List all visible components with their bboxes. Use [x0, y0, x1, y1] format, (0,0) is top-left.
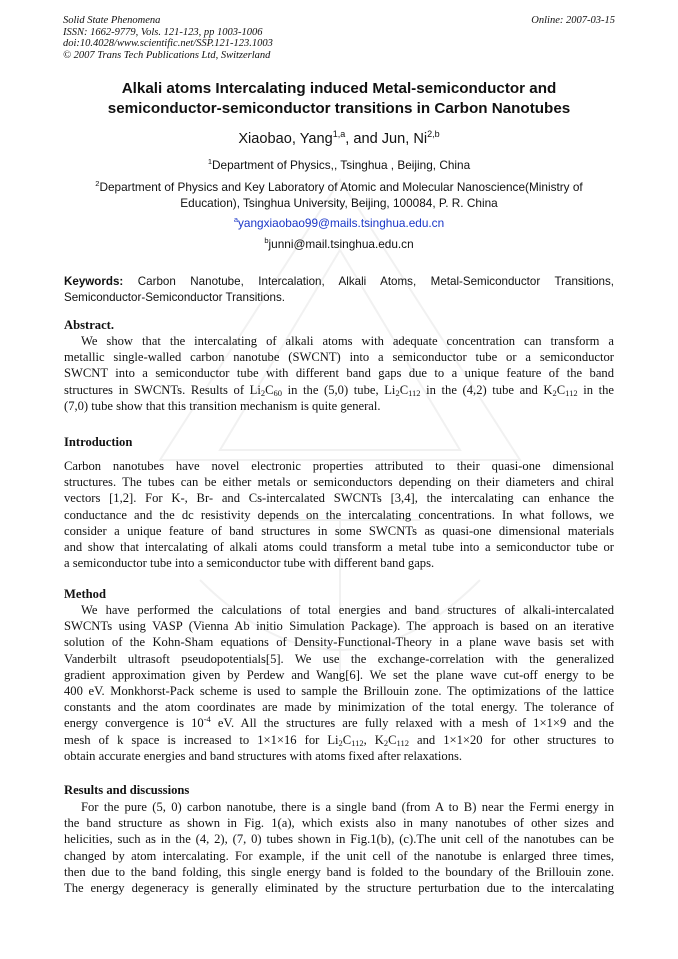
method-line: 400 eV. Monkhorst-Pack scheme is used to sample the Brillouin zone. The optimizations of the lattice: [64, 683, 614, 698]
keywords: [64, 274, 614, 290]
subscript: 2: [260, 387, 266, 398]
introduction-line: vectors [1,2]. For K-, Br- and Cs-intercalated SWCNTs [3,4], the intercalating can enhance the: [64, 491, 614, 506]
method-line: Vanderbilt ultrasoft pseudopotentials[5]. We use the exchange-correlation with the generalized: [64, 651, 614, 666]
method-text: energy convergence is 10: [64, 716, 204, 731]
journal-issn: ISSN: 1662-9779, Vols. 121-123, pp 1003-1006: [63, 26, 263, 38]
abstract-line: (7,0) tube show that this transition mechanism is quite general.: [64, 398, 381, 413]
journal-doi[interactable]: doi:10.4028/www.scientific.net/SSP.121-123.1003: [63, 38, 273, 50]
email-2-text: junni@mail.tsinghua.edu.cn: [268, 237, 414, 251]
method-line: obtain accurate energies and band structures with atoms fixed after relaxations.: [64, 748, 463, 763]
affiliation-1-sup: 1: [207, 157, 213, 166]
superscript: -4: [203, 714, 211, 725]
title-line-1: Alkali atoms Intercalating induced Metal-semiconductor and: [121, 80, 557, 97]
results-line: The energy degeneracy is generally eliminated by the structure perturbation due to the intercalating: [64, 880, 614, 895]
affiliation-1-text: Department of Physics,, Tsinghua , Beijing, China: [212, 158, 471, 172]
method-body: [64, 602, 614, 764]
results-body: [64, 799, 614, 896]
paper-title: [40, 79, 638, 119]
abstract-line: metallic single-walled carbon nanotube (SWCNT) into a semiconductor tube or a semiconductor: [64, 350, 614, 365]
introduction-line: and show that intercalating of alkali atoms could transform a metal tube into a semiconductor tube or: [64, 539, 614, 554]
journal-copyright: © 2007 Trans Tech Publications Ltd, Switzerland: [63, 49, 271, 61]
method-line: solution of the Kohn-Sham equations of Density-Functional-Theory in a plane wave basis set with: [64, 635, 614, 650]
subscript: 112: [565, 387, 578, 398]
method-line: [64, 732, 614, 748]
author-separator: , and Jun, Ni: [345, 131, 428, 147]
abstract-heading: Abstract.: [64, 318, 115, 332]
method-line: We have performed the calculations of total energies and band structures of alkali-intercalated: [81, 603, 614, 617]
online-date-text: Online: 2007-03-15: [531, 15, 615, 26]
email-1-link[interactable]: yangxiaobao99@mails.tsinghua.edu.cn: [238, 216, 445, 230]
results-line: changed by atom intercalating. For example, if the unit cell of the nanotube is enlarged three times,: [64, 848, 614, 863]
subscript: 112: [351, 737, 364, 748]
abstract-text: in the (4,2) tube and K: [420, 382, 553, 397]
email-1-sup: a: [233, 215, 239, 224]
email-1[interactable]: [40, 215, 638, 231]
affiliation-2-text: Department of Physics and Key Laboratory of Atomic and Molecular Nanoscience(Ministry of: [99, 180, 583, 194]
method-text: mesh of k space is increased to 1×1×16 for Li: [64, 732, 339, 747]
introduction-line: conductance and the dc resistivity depends on the intercalating concentrations. In what follows, we: [64, 507, 614, 522]
method-line: SWCNTs using VASP (Vienna Ab initio Simulation Package). The approach is based on an iterative: [64, 619, 614, 634]
affiliation-2-line-1: [40, 179, 638, 195]
method-text: C: [342, 732, 352, 747]
subscript: 2: [338, 737, 343, 748]
abstract-text: in the (5,0) tube, Li: [282, 382, 396, 397]
abstract-line: We show that the intercalating of alkali atoms with adequate concentration can transform a: [81, 334, 614, 348]
keywords-line-1: Carbon Nanotube, Intercalation, Alkali Atoms, Metal-Semiconductor Transitions,: [137, 275, 614, 288]
abstract-text: C: [399, 382, 409, 397]
author-list: [40, 130, 638, 148]
affiliation-2: [40, 179, 638, 211]
online-date: [531, 15, 615, 27]
abstract-text: C: [265, 382, 274, 397]
method-line: gradient approximation given by Perdew and Wang[6]. We set the plane wave cut-off energy to be: [64, 667, 614, 682]
results-line: then due to the band folding, this single energy band is folded to the boundary of the Brillouin zone.: [64, 864, 614, 879]
subscript: 112: [408, 387, 421, 398]
abstract-text: in the: [577, 382, 615, 397]
subscript: 2: [552, 387, 557, 398]
email-2-sup: b: [264, 236, 269, 245]
method-heading: Method: [64, 587, 106, 601]
abstract-line: [64, 382, 614, 398]
results-line: helicities, such as in the (4, 2), (7, 0) tubes shown in Fig.1(b), (c).The unit cell of the nanotubes can be: [64, 832, 614, 847]
journal-name: Solid State Phenomena: [63, 15, 161, 26]
introduction-line: consider a unique feature of band structures in some SWCNTs as quasi-one dimensional materials: [64, 523, 614, 538]
results-line: the band structure as shown in Fig. 1(a), which exists also in many nanotubes of other sizes and: [64, 816, 614, 831]
introduction-line: a semiconductor tube into a semiconductor tube with different band gaps.: [64, 556, 435, 571]
affiliation-1: [40, 157, 638, 173]
author-2-sup: 2,b: [427, 129, 440, 139]
method-text: eV. All the structures are fully relaxed with a mesh of 1×1×9 and the: [210, 716, 615, 731]
author-1-sup: 1,a: [332, 129, 346, 139]
affiliation-2-sup: 2: [95, 179, 100, 188]
results-line: For the pure (5, 0) carbon nanotube, there is a single band (from A to B) near the Fermi energy in: [81, 800, 614, 814]
results-heading: Results and discussions: [64, 783, 190, 797]
abstract-line: SWCNT into a semiconductor tube with different band gaps due to a unique feature of the band: [64, 366, 614, 381]
subscript: 112: [396, 737, 409, 748]
keywords-line-2: Semiconductor-Semiconductor Transitions.: [64, 291, 286, 304]
method-line: [64, 715, 614, 731]
subscript: 60: [273, 387, 283, 398]
introduction-heading: Introduction: [64, 435, 133, 449]
introduction-body: [64, 458, 614, 571]
abstract-text: C: [556, 382, 566, 397]
method-text: C: [388, 732, 397, 747]
method-line: constants and the atom coordinates are made by minimization of the total energy. The tolerance of: [64, 700, 614, 715]
title-line-2: semiconductor-semiconductor transitions in Carbon Nanotubes: [107, 100, 571, 117]
introduction-line: Carbon nanotubes have novel electronic properties attributed to their quasi-one dimensional: [64, 459, 614, 473]
method-text: and 1×1×20 for other structures to: [408, 732, 614, 747]
subscript: 2: [383, 737, 389, 748]
subscript: 2: [395, 387, 400, 398]
abstract-text: structures in SWCNTs. Results of Li: [64, 382, 261, 397]
author-1: Xiaobao, Yang: [238, 131, 333, 147]
journal-header: [63, 15, 273, 61]
introduction-line: structures. The tubes can be either metals or semiconductors depending on their diameters and chiral: [64, 475, 614, 490]
email-2: [40, 236, 638, 252]
affiliation-2-line-2: Education), Tsinghua University, Beijing, 100084, P. R. China: [180, 196, 498, 210]
method-text: , K: [363, 732, 384, 747]
keywords-label: Keywords:: [64, 275, 124, 288]
abstract-body: [64, 333, 614, 414]
